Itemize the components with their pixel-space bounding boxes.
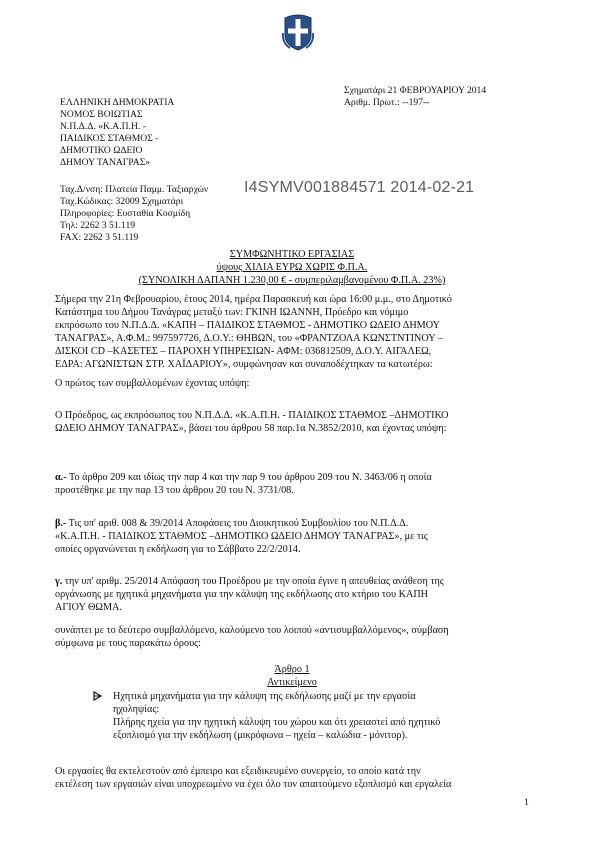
first-party-line: Ο πρώτος των συμβαλλομένων έχοντας υπόψη: [55,378,250,389]
intro-line: ΤΑΝΑΓΡΑΣ», Α.Φ.Μ.: 997597726, Δ.Ο.Υ.: ΘΗΒΩΝ, του «ΦΡΑΝΤΖΟΛΑ ΚΩΝΣΤΝΤΙΝΟΥ – [55,333,443,344]
org-line: ΕΛΛΗΝΙΚΗ ΔΗΜΟΚΡΑΤΙΑ [60,97,175,108]
president-line: Ο Πρόεδρος, ως εκπρόσωπος του Ν.Π.Δ.Δ. «Κ.Α.Π.Η. - ΠΑΙΔΙΚΟΣ ΣΤΑΘΜΟΣ –ΔΗΜΟΤΙΚΟ [55,410,449,421]
address-line: Ταχ.Δ/νση: Πλατεία Παμμ. Ταξιαρχών [60,184,209,195]
org-line: ΠΑΙΔΙΚΟΣ ΣΤΑΘΜΟΣ - [60,133,159,144]
address-block [60,184,260,244]
intro-line: Σήμερα την 21η Φεβρουαρίου, έτους 2014, ημέρα Παρασκευή και ώρα 16:00 μ.μ., στο Δημοτικό [55,294,452,305]
title-line: ύψους ΧΙΛΙΑ ΕΥΡΩ ΧΩΡΙΣ Φ.Π.Α. [216,262,368,273]
org-line: ΔΗΜΟΤΙΚΟ ΩΔΕΙΟ [60,145,143,156]
address-line: Τηλ: 2262 3 51.119 [60,220,136,231]
article-title: Άρθρο 1 [274,664,310,675]
item-b [55,517,529,556]
item-a-mark: α.- [55,472,67,483]
protocol-number: Αριθμ. Πρωτ.: --197-- [344,97,430,108]
closing-line: εκτέλεση των εργασιών είναι υποχρεωμένο να έχει όλο τον απαιτούμενο εξοπλισμό και εργαλεία [55,779,452,790]
intro-paragraph [55,293,529,371]
closing-line: Οι εργασίες θα εκτελεστούν από έμπειρο και εξειδικευμένο συνεργείο, το οποίο κατά την [55,766,421,777]
item-c-mark: γ. [55,576,63,587]
article-bullet [113,690,529,742]
intro-line: εκπρόσωπο του Ν.Π.Δ.Δ. «ΚΑΠΗ – ΠΑΙΔΙΚΟΣ ΣΤΑΘΜΟΣ - ΔΗΜΟΤΙΚΟ ΩΔΕΙΟ ΔΗΜΟΥ [55,320,440,331]
article-heading [55,663,529,689]
item-b-mark: β.- [55,518,67,529]
intro-line: Κατάστημα του Δήμου Τανάγρας μεταξύ των: ΓΚΙΝΗ ΙΩΑΝΝΗ, Πρόεδρο και νόμιμο [55,307,409,318]
org-line: Ν.Π.Δ.Δ. «Κ.Α.Π.Η. - [60,121,146,132]
closing-paragraph [55,765,529,791]
intro-line: ΕΔΡΑ: ΑΓΩΝΙΣΤΩΝ ΣΤΡ. ΧΑΪΔΑΡΙΟΥ», συμφώνησαν και συναποδέχτηκαν τα κατωτέρω: [55,359,433,370]
bullet-line: εξοπλισμό για την εκδήλωση (μικρόφωνα – ηχεία – καλώδια - μόνιτορ). [113,730,408,741]
item-b-line: οποίες οργανώνεται η εκδήλωση για το Σάββατο 22/2/2014. [55,544,301,555]
president-line: ΩΔΕΙΟ ΔΗΜΟΥ ΤΑΝΑΓΡΑΣ», βάσει του άρθρου 58 παρ.1α Ν.3852/2010, και έχοντας υπόψη: [55,423,447,434]
page-number: 1 [524,797,529,808]
greek-coat-of-arms-icon [282,13,314,51]
item-a-line: προστέθηκε με την παρ 13 του άρθρου 20 του Ν. 3731/08. [55,485,294,496]
item-c-line: ΑΓΙΟΥ ΘΩΜΑ. [55,602,122,613]
bullet-line: Ηχητικά μηχανήματα για την κάλυψη της εκδήλωσης μαζί με την εργασία [113,691,416,702]
diavgeia-stamp: Ι4SYMV001884571 2014-02-21 [244,179,475,196]
bullet-line: ηχοληψίας: [113,704,160,715]
bullet-line: Πλήρης ηχεία για την ηχητική κάλυψη του χώρου και ότι χρειαστεί από ηχητικό [113,717,441,728]
item-a-line: Το άρθρο 209 και ιδίως την παρ 4 και την παρ 9 του άρθρου 209 του Ν. 3463/06 η οποία [66,472,432,483]
title-line: (ΣΥΝΟΛΙΚΗ ΔΑΠΑΝΗ 1.230,00 € - συμπεριλαμβανομένου Φ.Π.Α. 23%) [138,275,446,286]
address-line: Ταχ.Κώδικας: 32009 Σχηματάρι [60,196,184,207]
address-line: FAX: 2262 3 51.119 [60,232,139,243]
title-line: ΣΥΜΦΩΝΗΤΙΚΟ ΕΡΓΑΣΙΑΣ [229,249,355,260]
contract-title [55,248,529,287]
organization-block [60,97,250,169]
item-b-line: Τις υπ' αριθ. 008 & 39/2014 Αποφάσεις του Διοικητικού Συμβουλίου του Ν.Π.Δ.Δ. [66,518,409,529]
document-date: Σχηματάρι 21 ΦΕΒΡΟΥΑΡΙΟΥ 2014 [344,85,487,96]
article-subtitle: Αντικείμενο [267,677,317,688]
president-paragraph [55,409,529,435]
org-line: ΔΗΜΟΥ ΤΑΝΑΓΡΑΣ» [60,157,151,168]
item-c [55,575,529,614]
item-c-line: την υπ' αριθμ. 25/2014 Απόφαση του Προέδρου με την οποία έγινε η απευθείας ανάθεση της [62,576,444,587]
agreement-line: συνάπτει με το δεύτερο συμβαλλόμενο, καλούμενο του λοιπού «αντισυμβαλλόμενος», σύμβαση [55,625,449,636]
bullet-arrow-icon [93,691,101,705]
item-b-line: «Κ.Α.Π.Η. - ΠΑΙΔΙΚΟΣ ΣΤΑΘΜΟΣ –ΔΗΜΟΤΙΚΟ ΩΔΕΙΟ ΔΗΜΟΥ ΤΑΝΑΓΡΑΣ», με τις [55,531,428,542]
intro-line: ΔΙΣΚΟΙ CD –ΚΑΣΕΤΕΣ – ΠΑΡΟΧΗ ΥΠΗΡΕΣΙΩΝ- ΑΦΜ: 036812509, Δ.Ο.Υ. ΑΙΓΑΛΕΩ, [55,346,432,357]
item-c-line: οργάνωσης με ηχητικά μηχανήματα για την κάλυψη της εκδήλωσης στο κτήριο του ΚΑΠΗ [55,589,429,600]
item-a [55,471,529,497]
address-line: Πληροφορίες: Ευσταθία Κοσμίδη [60,208,191,219]
org-line: ΝΟΜΟΣ ΒΟΙΩΤΙΑΣ [60,109,143,120]
agreement-line: σύμφωνα με τους παρακάτω όρους: [55,638,201,649]
agreement-paragraph [55,624,529,650]
